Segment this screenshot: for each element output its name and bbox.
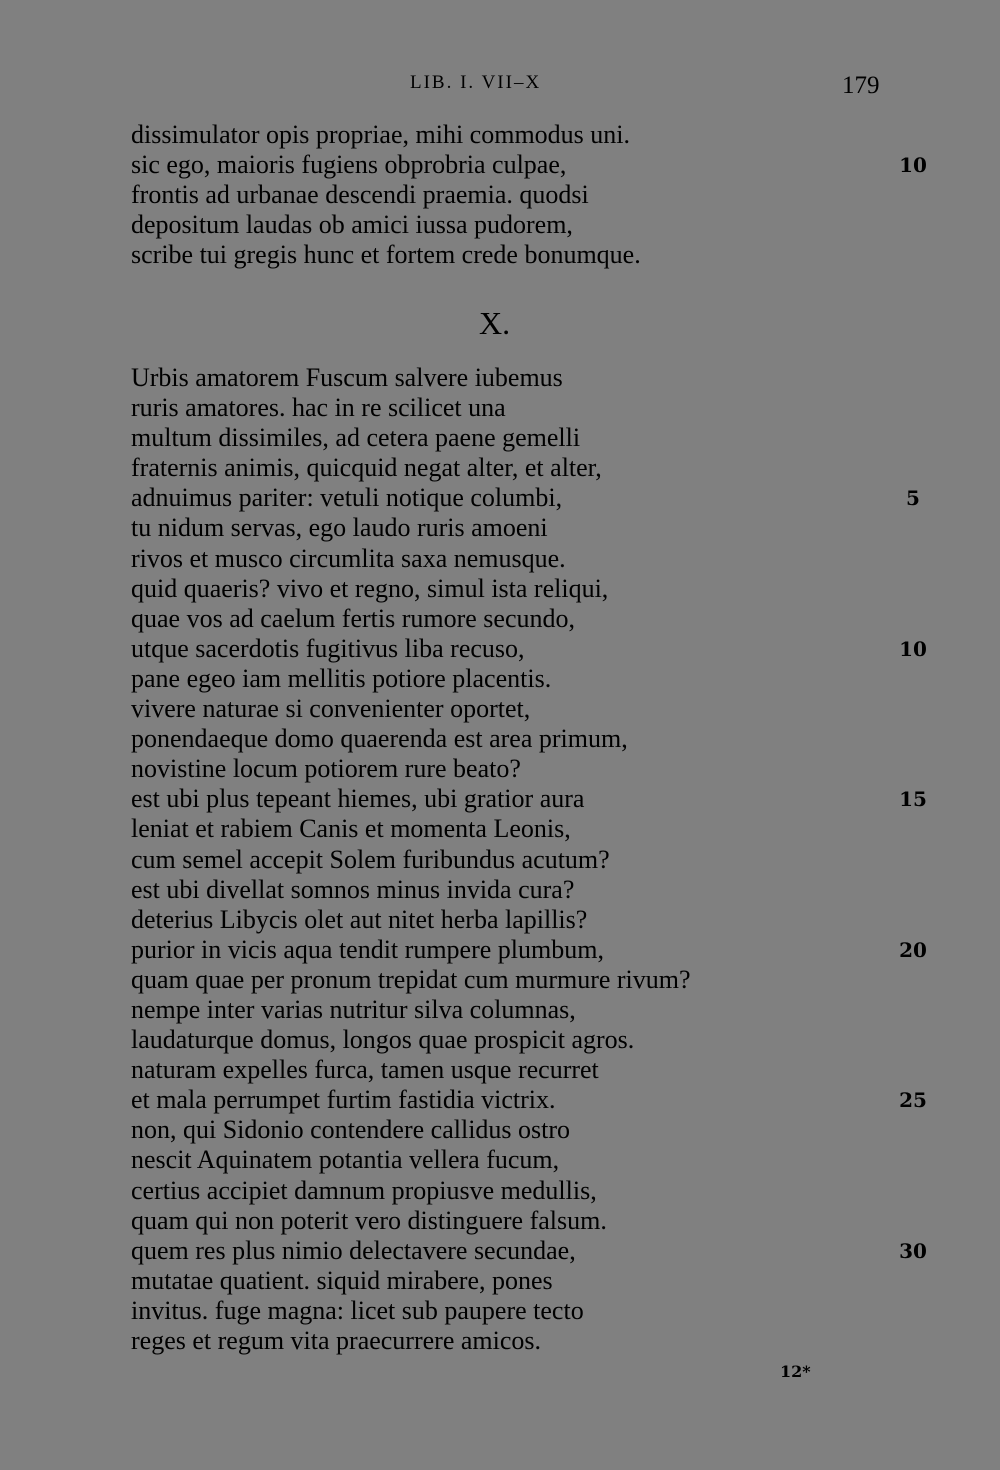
verse-line — [131, 453, 931, 483]
verse-text: mutatae quatient. siquid mirabere, pones — [131, 1265, 553, 1295]
verse-line — [131, 1296, 931, 1326]
verse-text: non, qui Sidonio contendere callidus ostro — [131, 1115, 571, 1145]
line-number: 5 — [906, 486, 920, 511]
verse-line — [131, 423, 931, 453]
line-number: 15 — [899, 787, 927, 812]
verse-text: ponendaeque domo quaerenda est area primum, — [131, 724, 628, 754]
verse-line — [131, 634, 931, 664]
verse-text: pane egeo iam mellitis potiore placentis. — [131, 663, 552, 693]
page-number: 179 — [842, 72, 880, 99]
verse-line — [131, 1236, 931, 1266]
verse-text: utque sacerdotis fugitivus liba recuso, — [131, 633, 525, 663]
verse-text: dissimulator opis propriae, mihi commodus uni. — [131, 120, 631, 149]
verse-line — [131, 694, 931, 724]
verse-line — [131, 544, 931, 574]
verse-text: scribe tui gregis hunc et fortem crede bonumque. — [131, 240, 641, 270]
verse-line — [131, 180, 931, 210]
verse-text: fraternis animis, quicquid negat alter, et alter, — [131, 453, 602, 483]
verse-text: certius accipiet damnum propiusve medullis, — [131, 1175, 597, 1205]
verse-text: vivere naturae si convenienter oportet, — [131, 694, 531, 724]
verse-line — [131, 935, 931, 965]
verse-text: nescit Aquinatem potantia vellera fucum, — [131, 1145, 560, 1175]
verse-text: tu nidum servas, ego laudo ruris amoeni — [131, 513, 548, 543]
verse-text: ruris amatores. hac in re scilicet una — [131, 393, 506, 423]
verse-line — [131, 1115, 931, 1145]
verse-line — [131, 1176, 931, 1206]
verse-line — [131, 1266, 931, 1296]
verse-block-epistle-x — [131, 363, 931, 1356]
verse-text: multum dissimiles, ad cetera paene gemelli — [131, 423, 581, 453]
verse-line — [131, 604, 931, 634]
verse-text: frontis ad urbanae descendi praemia. quodsi — [131, 180, 589, 210]
line-number: 10 — [899, 636, 927, 661]
verse-text: nempe inter varias nutritur silva columnas, — [131, 994, 576, 1024]
verse-line — [131, 965, 931, 995]
verse-text: quid quaeris? vivo et regno, simul ista reliqui, — [131, 573, 609, 603]
verse-text: rivos et musco circumlita saxa nemusque. — [131, 543, 566, 573]
verse-text: quem res plus nimio delectavere secundae, — [131, 1235, 576, 1265]
verse-line — [131, 1145, 931, 1175]
verse-text: est ubi plus tepeant hiemes, ubi gratior aura — [131, 784, 585, 814]
verse-line — [131, 784, 931, 814]
verse-text: leniat et rabiem Canis et momenta Leonis, — [131, 814, 571, 844]
verse-text: naturam expelles furca, tamen usque recurret — [131, 1055, 599, 1085]
verse-text: deterius Libycis olet aut nitet herba lapillis? — [131, 904, 588, 934]
verse-text: depositum laudas ob amici iussa pudorem, — [131, 210, 573, 240]
verse-line — [131, 150, 931, 180]
verse-line — [131, 363, 931, 393]
verse-text: laudaturque domus, longos quae prospicit agros. — [131, 1025, 635, 1055]
verse-text: est ubi divellat somnos minus invida cura? — [131, 874, 575, 904]
verse-line — [131, 483, 931, 513]
verse-line — [131, 845, 931, 875]
verse-line — [131, 875, 931, 905]
verse-text: quam qui non poterit vero distinguere falsum. — [131, 1205, 607, 1235]
line-number: 30 — [899, 1238, 927, 1263]
verse-line — [131, 995, 931, 1025]
verse-text: sic ego, maioris fugiens obprobria culpae, — [131, 150, 567, 180]
verse-line — [131, 240, 931, 270]
verse-line — [131, 393, 931, 423]
verse-line — [131, 905, 931, 935]
line-number: 20 — [899, 937, 927, 962]
verse-line — [131, 664, 931, 694]
running-head: LIB. I. VII–X — [410, 72, 542, 93]
verse-line — [131, 1055, 931, 1085]
verse-text: invitus. fuge magna: licet sub paupere tecto — [131, 1295, 584, 1325]
verse-line — [131, 574, 931, 604]
verse-text: quam quae per pronum trepidat cum murmure rivum? — [131, 964, 691, 994]
verse-text: et mala perrumpet furtim fastidia victrix. — [131, 1085, 556, 1115]
verse-block-previous-epistle — [131, 120, 931, 270]
verse-text: reges et regum vita praecurrere amicos. — [131, 1326, 542, 1355]
verse-line — [131, 754, 931, 784]
verse-text: Urbis amatorem Fuscum salvere iubemus — [131, 363, 563, 392]
line-number: 25 — [899, 1088, 927, 1113]
verse-line — [131, 1085, 931, 1115]
verse-line — [131, 120, 931, 150]
verse-line — [131, 513, 931, 543]
verse-text: cum semel accepit Solem furibundus acutum? — [131, 844, 610, 874]
verse-line — [131, 210, 931, 240]
verse-line — [131, 1025, 931, 1055]
signature-mark: 12* — [780, 1362, 811, 1381]
verse-text: adnuimus pariter: vetuli notique columbi, — [131, 483, 563, 513]
verse-line — [131, 814, 931, 844]
verse-text: quae vos ad caelum fertis rumore secundo, — [131, 603, 576, 633]
line-number: 10 — [899, 153, 927, 178]
section-title: X. — [479, 305, 511, 341]
verse-text: novistine locum potiorem rure beato? — [131, 754, 521, 784]
verse-line — [131, 1326, 931, 1356]
verse-line — [131, 1206, 931, 1236]
verse-text: purior in vicis aqua tendit rumpere plumbum, — [131, 934, 604, 964]
verse-line — [131, 724, 931, 754]
